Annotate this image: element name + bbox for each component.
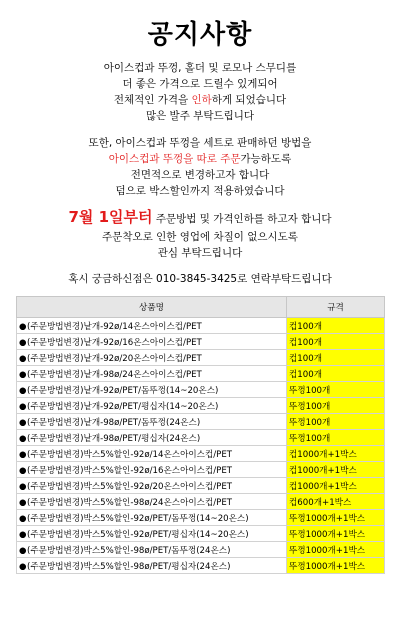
order-change-paragraph bbox=[0, 135, 400, 199]
spec-cell: 컵100개 bbox=[287, 366, 385, 382]
table-row bbox=[17, 542, 385, 558]
product-name-cell: ●(주문방법변경)박스5%할인-98ø/PET/평십자(24온스) bbox=[17, 558, 287, 574]
bullet-icon: ● bbox=[19, 385, 27, 396]
spec-cell: 컵1000개+1박스 bbox=[287, 446, 385, 462]
spec-cell: 뚜껑100개 bbox=[287, 430, 385, 446]
spec-cell: 컵1000개+1박스 bbox=[287, 478, 385, 494]
product-name-cell: ●(주문방법변경)박스5%할인-98ø/PET/돔뚜껑(24온스) bbox=[17, 542, 287, 558]
bullet-icon: ● bbox=[19, 465, 27, 476]
product-name-cell: ●(주문방법변경)박스5%할인-92ø/14온스아이스컵/PET bbox=[17, 446, 287, 462]
line: 많은 발주 부탁드립니다 bbox=[145, 110, 255, 122]
product-name-cell: ●(주문방법변경)낱개-92ø/16온스아이스컵/PET bbox=[17, 334, 287, 350]
table-row bbox=[17, 526, 385, 542]
notice-title: 공지사항 bbox=[147, 20, 253, 50]
bullet-icon: ● bbox=[19, 321, 27, 332]
table-row bbox=[17, 366, 385, 382]
line: 전체적인 가격을 인하하게 되었습니다 bbox=[113, 94, 287, 106]
table-row bbox=[17, 510, 385, 526]
bullet-icon: ● bbox=[19, 545, 27, 556]
table-row bbox=[17, 398, 385, 414]
bullet-icon: ● bbox=[19, 561, 27, 572]
line: 주문착오로 인한 영업에 차질이 없으시도록 bbox=[102, 231, 298, 243]
spec-cell: 컵100개 bbox=[287, 318, 385, 334]
bullet-icon: ● bbox=[19, 497, 27, 508]
line: 아이스컵과 뚜껑, 홀더 및 로모나 스무디를 bbox=[103, 62, 297, 74]
col-header-spec: 규격 bbox=[287, 297, 385, 318]
spec-cell: 컵100개 bbox=[287, 334, 385, 350]
product-name-cell: ●(주문방법변경)박스5%할인-98ø/24온스아이스컵/PET bbox=[17, 494, 287, 510]
bullet-icon: ● bbox=[19, 513, 27, 524]
line: 관심 부탁드립니다 bbox=[157, 247, 243, 259]
bullet-icon: ● bbox=[19, 417, 27, 428]
line: 아이스컵과 뚜껑을 따로 주문가능하도록 bbox=[108, 153, 292, 165]
bullet-icon: ● bbox=[19, 401, 27, 412]
table-row bbox=[17, 462, 385, 478]
spec-cell: 뚜껑1000개+1박스 bbox=[287, 542, 385, 558]
table-row bbox=[17, 430, 385, 446]
table-row bbox=[17, 494, 385, 510]
bullet-icon: ● bbox=[19, 481, 27, 492]
spec-cell: 컵100개 bbox=[287, 350, 385, 366]
product-name-cell: ●(주문방법변경)박스5%할인-92ø/20온스아이스컵/PET bbox=[17, 478, 287, 494]
table-row bbox=[17, 382, 385, 398]
spec-cell: 컵1000개+1박스 bbox=[287, 462, 385, 478]
line: 7월 1일부터 주문방법 및 가격인하를 하고자 합니다 bbox=[68, 208, 332, 226]
spec-cell: 뚜껑1000개+1박스 bbox=[287, 558, 385, 574]
bullet-icon: ● bbox=[19, 369, 27, 380]
product-name-cell: ●(주문방법변경)박스5%할인-92ø/PET/돔뚜껑(14~20온스) bbox=[17, 510, 287, 526]
product-name-cell: ●(주문방법변경)낱개-98ø/24온스아이스컵/PET bbox=[17, 366, 287, 382]
table-row bbox=[17, 350, 385, 366]
product-name-cell: ●(주문방법변경)낱개-92ø/14온스아이스컵/PET bbox=[17, 318, 287, 334]
table-row bbox=[17, 318, 385, 334]
product-name-cell: ●(주문방법변경)낱개-92ø/20온스아이스컵/PET bbox=[17, 350, 287, 366]
table-row bbox=[17, 478, 385, 494]
bullet-icon: ● bbox=[19, 433, 27, 444]
product-name-cell: ●(주문방법변경)낱개-92ø/PET/돔뚜껑(14~20온스) bbox=[17, 382, 287, 398]
product-name-cell: ●(주문방법변경)낱개-92ø/PET/평십자(14~20온스) bbox=[17, 398, 287, 414]
product-name-cell: ●(주문방법변경)낱개-98ø/PET/평십자(24온스) bbox=[17, 430, 287, 446]
table-row bbox=[17, 334, 385, 350]
line: 전면적으로 변경하고자 합니다 bbox=[130, 169, 270, 181]
product-name-cell: ●(주문방법변경)박스5%할인-92ø/PET/평십자(14~20온스) bbox=[17, 526, 287, 542]
line: 또한, 아이스컵과 뚜껑을 세트로 판매하던 방법을 bbox=[88, 137, 312, 149]
line: 덤으로 박스할인까지 적용하였습니다 bbox=[115, 185, 285, 197]
spec-cell: 뚜껑1000개+1박스 bbox=[287, 526, 385, 542]
bullet-icon: ● bbox=[19, 353, 27, 364]
spec-cell: 컵600개+1박스 bbox=[287, 494, 385, 510]
contact-line: 혹시 궁금하신점은 010-3845-3425로 연락부탁드립니다 bbox=[68, 273, 332, 285]
product-name-cell: ●(주문방법변경)낱개-98ø/PET/돔뚜껑(24온스) bbox=[17, 414, 287, 430]
product-name-cell: ●(주문방법변경)박스5%할인-92ø/16온스아이스컵/PET bbox=[17, 462, 287, 478]
bullet-icon: ● bbox=[19, 449, 27, 460]
spec-cell: 뚜껑100개 bbox=[287, 382, 385, 398]
table-row bbox=[17, 414, 385, 430]
spec-cell: 뚜껑1000개+1박스 bbox=[287, 510, 385, 526]
table-row bbox=[17, 558, 385, 574]
bullet-icon: ● bbox=[19, 337, 27, 348]
line: 더 좋은 가격으로 드릴수 있게되어 bbox=[122, 78, 278, 90]
product-table bbox=[16, 296, 385, 574]
price-notice-paragraph bbox=[0, 60, 400, 124]
spec-cell: 뚜껑100개 bbox=[287, 398, 385, 414]
bullet-icon: ● bbox=[19, 529, 27, 540]
spec-cell: 뚜껑100개 bbox=[287, 414, 385, 430]
table-row bbox=[17, 446, 385, 462]
col-header-product: 상품명 bbox=[17, 297, 287, 318]
date-notice-paragraph bbox=[0, 207, 400, 261]
